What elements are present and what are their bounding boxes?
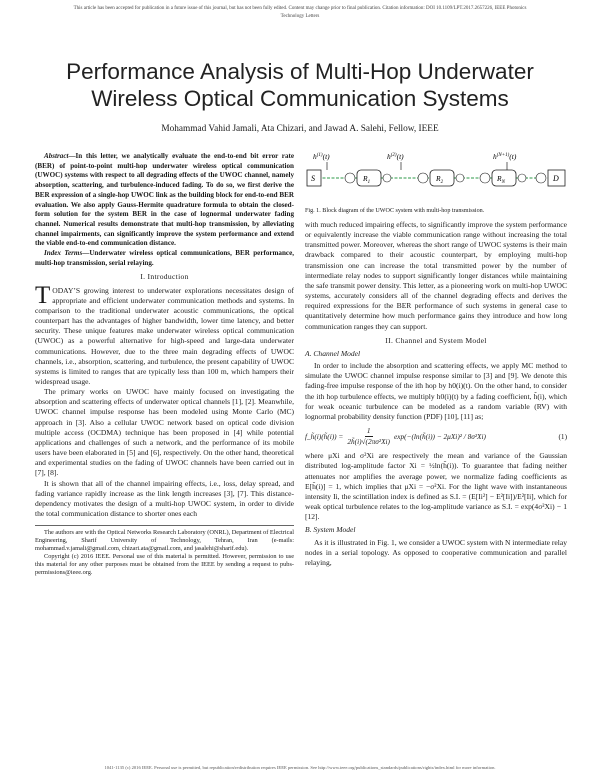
- abstract-text: —In this letter, we analytically evaluate the end-to-end bit error rate (BER) of point-to-point multi-hop underwater wireless optical communication (UWOC) systems with respect to all degrading effects of the UWOC channel, namely absorption, scattering, and turbulence-induced fading. To do so, we first derive the BER expression of a single-hop UWOC link as the building block for end-to-end BER evaluation. We also apply Gauss-Hermite quadrature formula to obtain the closed-form solution for the system BER in the case of lognormal underwater fading channel. Numerical results demonstrate that multi-hop transmission, by alleviating channel impairments, can significantly improve the system performance and extend the viable end-to-end communication distance.: [35, 152, 294, 248]
- section-heading-introduction: I. Introduction: [140, 272, 189, 282]
- system-model-paragraph: As it is illustrated in Fig. 1, we consider a UWOC system with N intermediate relay nodes in a serial topology. As opposed to cooperative communication and parallel relaying,: [305, 537, 567, 567]
- author-list: Mohammad Vahid Jamali, Ata Chizari, and Jawad A. Salehi, Fellow, IEEE: [161, 124, 439, 134]
- abstract-label: Abstract: [44, 152, 69, 160]
- index-terms: [35, 249, 294, 268]
- figure-caption: Fig. 1. Block diagram of the UWOC system with multi-hop transmission.: [305, 208, 485, 214]
- equation-denominator: 2h̃(i)√(2πσ²Xi): [347, 437, 390, 447]
- abstract: [35, 152, 294, 249]
- index-terms-label: Index Terms: [44, 249, 83, 258]
- lognormal-paragraph: where μXi and σ²Xi are respectively the mean and variance of the Gaussian distributed log-amplitude factor Xi = ½ln(h̃(i)). To guarantee that fading neither attenuates nor amplifies the average power, we normalize fading coefficients as E[h̃(i)] = 1, which implies that μXi = −σ²Xi. For the light wave with instantaneous intensity Ii, the scintillation index is defined as S.I. = (E[Ii²] − E²[Ii])/E²[Ii], which for weak optical turbulence relates to the log-amplitude variance as S.I. = exp(4σ²Xi) − 1 [12].: [305, 451, 567, 522]
- intro-paragraph-2: The primary works on UWOC have mainly focused on investigating the absorption and scattering effects of underwater optical channels [1], [2]. Meanwhile, UWOC channel impulse response has been modeled using Monte Carlo (MC) approach in [3]. Also a cellular UWOC network based on optical code division multiple access (OCDMA) technique has been proposed in [4] while potential applications and challenges of such a network, and the performance of its mobile users have been elaborated in [5] and [6], respectively. On the other hand, theoretical and experimental studies on the fading of UWOC channels have been carried out in [7], [8].: [35, 387, 294, 478]
- left-column: [35, 152, 294, 577]
- equation-lhs: f_h̃(i)(h̃(i)) =: [305, 431, 344, 441]
- transmitter-lens-2: [456, 174, 464, 182]
- header-journal: Technology Letters: [280, 14, 320, 19]
- source-label: S: [311, 174, 315, 183]
- equation-number: (1): [558, 431, 567, 441]
- intro-lead-word: ODAY’S: [52, 285, 81, 295]
- figure-1: [305, 150, 567, 221]
- block-diagram: [305, 150, 567, 200]
- title-line-2: Wireless Optical Communication Systems: [91, 86, 509, 111]
- relay-label-2: $R_2$: [436, 174, 444, 185]
- section-heading-channel-system-model: II. Channel and System Model: [385, 335, 487, 345]
- page-footer: 1041-1135 (c) 2016 IEEE. Personal use is permitted, but republication/redistribution requires IEEE permission. See http://www.ieee.org/publications_standards/publications/rights/index.html for more information.: [104, 765, 496, 770]
- relay-label-n: $R_N$: [497, 174, 505, 185]
- subsection-system-model: B. System Model: [305, 525, 356, 535]
- hop-label-1: $h^{(1)}(t)$: [313, 152, 330, 161]
- header-notice: This article has been accepted for publication in a future issue of this journal, but has not been fully edited. Content may change prior to final publication. Citation information: DOI 10.1109/LPT.2017.2657226, IEEE Photonics: [73, 6, 527, 11]
- relay-label-1: $R_1$: [363, 174, 371, 185]
- hop-label-n: $h^{(N+1)}(t)$: [493, 152, 517, 161]
- footnote: [35, 525, 294, 577]
- intro-paragraph-1: [35, 281, 294, 388]
- intro-p1-text: growing interest to underwater explorations necessitates design of appropriate and efficient underwater communication methods and systems. In comparison to the traditional underwater acoustic communications, the optical counterpart has the advantages of higher bandwidth, lower time latency, and better security. These unique features make underwater wireless optical communication (UWOC) as a powerful alternative for high-speed and large-data underwater communications. However, due to the three main degrading effects of UWOC channels, i.e., absorption, scattering, and turbulence, the present capability of UWOC systems is limited to ranges that are typically less than 100 m, which hampers their widespread usage.: [35, 285, 294, 386]
- destination-label: D: [553, 174, 559, 183]
- index-terms-text: —Underwater wireless optical communications, BER performance, multi-hop transmission, serial relaying.: [35, 249, 294, 267]
- subsection-channel-model: A. Channel Model: [305, 348, 361, 358]
- drop-cap: T: [35, 281, 51, 309]
- hop-label-2: $h^{(2)}(t)$: [387, 152, 404, 161]
- right-paragraph-1: with much reduced impairing effects, to significantly improve the system performance or equivalently increase the viable communication range without increasing the total transmitted power. Moreover, whereas the short range of UWOC systems is their main drawback compared to their acoustic counterpart, by employing multi-hop transmission one can increase the total transmitted power by the number of intermediate relay nodes to support significantly longer distances while maintaining the safe transmit power density. This letter, as a pioneering work on multi-hop UWOC systems, accurately considers all of the channel degrading effects and derives the required expressions for the BER performance of such systems in general case to quantitatively determine how much performance gains they introduce and how long communication ranges they can support.: [305, 220, 567, 331]
- channel-model-paragraph: In order to include the absorption and scattering effects, we apply MC method to simulate the UWOC channel impulse response similar to [3] and [9]. We denote this fading-free impulse response of the ith hop by h0(i)(t). On the other hand, to consider the ith hop turbulence effects, we multiply h0(i)(t) by a fading coefficient, h̃(i), which for weak oceanic turbulence can be modeled as a random variable (RV) with lognormal probability density function (PDF) [10], [11] as;: [305, 361, 567, 421]
- page-header: [10, 5, 590, 21]
- intro-paragraph-3: It is shown that all of the channel impairing effects, i.e., loss, delay spread, and fading variance rapidly increase as the link length increases [3], [7]. This distance-dependency motivates the design of a multi-hop UWOC system, in order to divide the total communication distance to shorter ones each: [35, 478, 294, 519]
- equation-numerator: 1: [365, 426, 373, 437]
- equation-fraction: [345, 426, 392, 447]
- title-line-1: Performance Analysis of Multi-Hop Underwater: [66, 59, 534, 84]
- footnote-affiliation: The authors are with the Optical Networks Research Laboratory (ONRL), Department of Electrical Engineering, Sharif University of Technology, Tehran, Iran (e-mails: mohammad.v.jamali@gmail.com, chizari.ata@gmail.com, and jasalehi@sharif.edu).: [35, 529, 294, 553]
- receiver-lens-1: [345, 173, 355, 183]
- equation-exponent: exp(−(ln(h̃(i)) − 2μXi)² / 8σ²Xi): [393, 431, 486, 441]
- receiver-lens-d: [536, 173, 546, 183]
- equation-body: [305, 426, 486, 447]
- receiver-lens-n: [480, 173, 490, 183]
- right-column: [305, 220, 567, 568]
- equation-1: [305, 426, 567, 447]
- receiver-lens-2: [418, 173, 428, 183]
- footnote-copyright: Copyright (c) 2016 IEEE. Personal use of this material is permitted. However, permission to use this material for any other purposes must be obtained from the IEEE by sending a request to pubs-permissions@ieee.org.: [35, 553, 294, 577]
- transmitter-lens-1: [383, 174, 391, 182]
- transmitter-lens-n: [518, 174, 526, 182]
- paper-title: [0, 58, 600, 112]
